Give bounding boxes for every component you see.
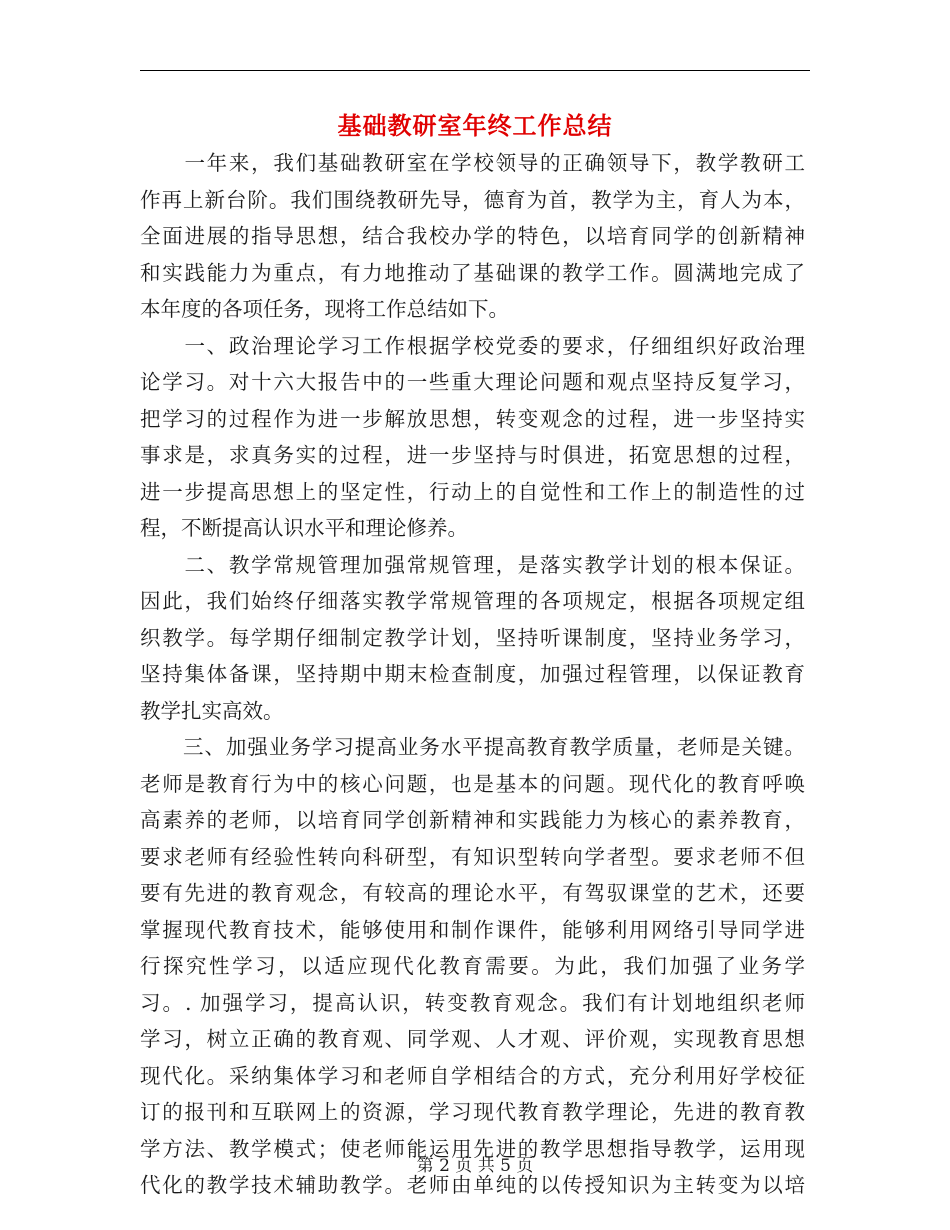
body-text-line: 三、加强业务学习提高业务水平提高教育教学质量，老师是关键。: [140, 735, 805, 759]
body-text-line: 事求是，求真务实的过程，进一步坚持与时俱进，拓宽思想的过程，: [140, 443, 805, 467]
body-text-line: 本年度的各项任务，现将工作总结如下。: [140, 297, 509, 321]
body-text-line: 代化的教学技术辅助教学。老师由单纯的以传授知识为主转变为以培: [140, 1173, 805, 1197]
body-text-line: 要求老师有经验性转向科研型，有知识型转向学者型。要求老师不但: [140, 844, 805, 869]
body-text-line: 全面进展的指导思想，结合我校办学的特色，以培育同学的创新精神: [140, 224, 805, 248]
body-text-line: 教学扎实高效。: [140, 698, 284, 723]
body-text-line: 掌握现代教育技术，能够使用和制作课件，能够利用网络引导同学进: [140, 917, 805, 942]
body-text-line: 作再上新台阶。我们围绕教研先导，德育为首，教学为主，育人为本，: [140, 187, 805, 212]
body-text-line: 订的报刊和互联网上的资源，学习现代教育教学理论，先进的教育教: [140, 1100, 805, 1124]
document-body: [140, 145, 805, 1204]
body-text-line: 织教学。每学期仔细制定教学计划，坚持听课制度，坚持业务学习，: [140, 625, 805, 650]
body-text-line: 习。. 加强学习，提高认识，转变教育观念。我们有计划地组织老师: [140, 990, 805, 1015]
header-rule: [140, 70, 810, 71]
body-text-line: 行探究性学习，以适应现代化教育需要。为此，我们加强了业务学: [140, 954, 805, 978]
body-text-line: 论学习。对十六大报告中的一些重大理论问题和观点坚持反复学习，: [140, 370, 805, 394]
body-text-line: 要有先进的教育观念，有较高的理论水平，有驾驭课堂的艺术，还要: [140, 881, 805, 905]
page-number: 第 2 页 共 5 页: [416, 1156, 534, 1176]
body-text-line: 二、教学常规管理加强常规管理，是落实教学计划的根本保证。: [140, 552, 805, 577]
body-text-line: 一年来，我们基础教研室在学校领导的正确领导下，教学教研工: [140, 151, 805, 175]
body-text-line: 学方法、教学模式；使老师能运用先进的教学思想指导教学，运用现: [140, 1136, 805, 1161]
body-text-line: 老师是教育行为中的核心问题，也是基本的问题。现代化的教育呼唤: [140, 771, 805, 796]
body-text-line: 进一步提高思想上的坚定性，行动上的自觉性和工作上的制造性的过: [140, 479, 805, 504]
body-text-line: 因此，我们始终仔细落实教学常规管理的各项规定，根据各项规定组: [140, 589, 805, 613]
body-text-line: 和实践能力为重点，有力地推动了基础课的教学工作。圆满地完成了: [140, 260, 805, 285]
body-text-line: 程，不断提高认识水平和理论修养。: [140, 516, 468, 540]
body-text-line: 高素养的老师，以培育同学创新精神和实践能力为核心的素养教育，: [140, 808, 805, 832]
body-text-line: 把学习的过程作为进一步解放思想，转变观念的过程，进一步坚持实: [140, 406, 805, 431]
body-text-line: 学习，树立正确的教育观、同学观、人才观、评价观，实现教育思想: [140, 1027, 805, 1051]
body-text-line: 一、政治理论学习工作根据学校党委的要求，仔细组织好政治理: [140, 333, 805, 358]
document-title: 基础教研室年终工作总结: [337, 111, 613, 140]
body-text-line: 现代化。采纳集体学习和老师自学相结合的方式，充分利用好学校征: [140, 1063, 805, 1088]
body-text-line: 坚持集体备课，坚持期中期末检查制度，加强过程管理，以保证教育: [140, 662, 805, 686]
